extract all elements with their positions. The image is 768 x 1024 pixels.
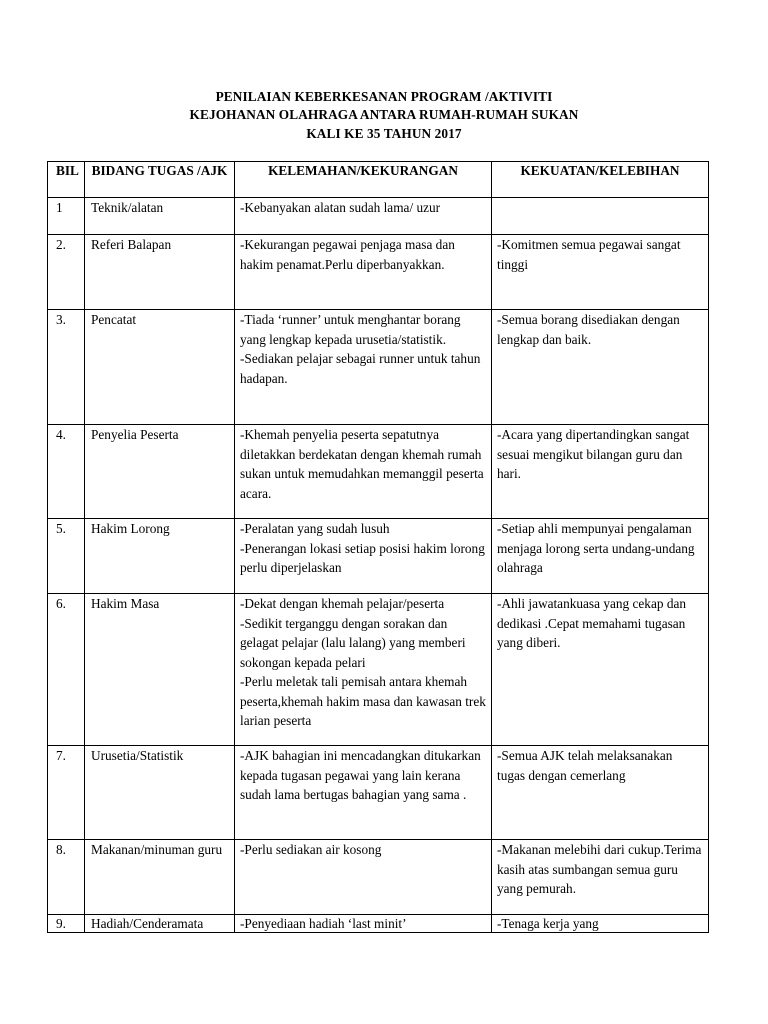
kelemahan-item: -Dekat dengan khemah pelajar/peserta — [240, 596, 445, 611]
row-number: 3. — [48, 310, 85, 425]
header-bidang-tugas: BIDANG TUGAS /AJK — [85, 162, 235, 198]
row-kekuatan — [492, 840, 709, 915]
kelemahan-item: -Khemah penyelia peserta sepatutnya diletakkan berdekatan dengan khemah rumah sukan untuk memudahkan memanggil peserta acara. — [240, 427, 484, 501]
table-row — [48, 519, 709, 594]
row-number: 8. — [48, 840, 85, 915]
row-kekuatan — [492, 425, 709, 519]
table-header-row — [48, 162, 709, 198]
row-kekuatan — [492, 198, 709, 235]
kelemahan-item: -Penerangan lokasi setiap posisi hakim lorong perlu diperjelaskan — [240, 540, 485, 575]
row-kelemahan — [235, 425, 492, 519]
kekuatan-item: -Komitmen semua pegawai sangat tinggi — [497, 237, 681, 272]
table-body — [48, 198, 709, 933]
kelemahan-item: -Perlu meletak tali pemisah antara khemah peserta,khemah hakim masa dan kawasan trek larian peserta — [240, 674, 486, 728]
document-title-line1: PENILAIAN KEBERKESANAN PROGRAM /AKTIVITI — [215, 89, 553, 104]
kelemahan-item: -Sediakan pelajar sebagai runner untuk tahun hadapan. — [240, 351, 481, 386]
kekuatan-item: -Makanan melebihi dari cukup.Terima kasih atas sumbangan semua guru yang pemurah. — [497, 842, 702, 896]
row-kelemahan — [235, 840, 492, 915]
table-row — [48, 840, 709, 915]
table-row — [48, 746, 709, 840]
row-bidang-tugas: Penyelia Peserta — [85, 425, 235, 519]
row-bidang-tugas: Hadiah/Cenderamata — [85, 915, 235, 933]
row-kelemahan — [235, 519, 492, 594]
kelemahan-item: -AJK bahagian ini mencadangkan ditukarkan kepada tugasan pegawai yang lain kerana sudah lama bertugas bahagian yang sama . — [240, 748, 481, 802]
header-bil: BIL — [48, 162, 85, 198]
row-kelemahan — [235, 915, 492, 933]
kelemahan-item: -Kekurangan pegawai penjaga masa dan hakim penamat.Perlu diperbanyakkan. — [240, 237, 455, 272]
row-kelemahan — [235, 746, 492, 840]
row-number: 7. — [48, 746, 85, 840]
kelemahan-item: -Peralatan yang sudah lusuh — [240, 521, 390, 536]
table-row — [48, 594, 709, 746]
row-kelemahan — [235, 594, 492, 746]
row-kekuatan — [492, 915, 709, 933]
row-bidang-tugas: Hakim Lorong — [85, 519, 235, 594]
row-bidang-tugas: Teknik/alatan — [85, 198, 235, 235]
row-kekuatan — [492, 235, 709, 310]
document-title-line3: KALI KE 35 TAHUN 2017 — [306, 126, 462, 141]
row-number: 4. — [48, 425, 85, 519]
table-row — [48, 235, 709, 310]
row-kekuatan — [492, 746, 709, 840]
row-number: 5. — [48, 519, 85, 594]
row-bidang-tugas: Referi Balapan — [85, 235, 235, 310]
kelemahan-item: -Perlu sediakan air kosong — [240, 842, 382, 857]
row-number: 2. — [48, 235, 85, 310]
kekuatan-item: -Semua AJK telah melaksanakan tugas dengan cemerlang — [497, 748, 673, 783]
row-bidang-tugas: Urusetia/Statistik — [85, 746, 235, 840]
table-row — [48, 425, 709, 519]
row-kelemahan — [235, 198, 492, 235]
kelemahan-item: -Kebanyakan alatan sudah lama/ uzur — [240, 200, 441, 215]
row-number: 6. — [48, 594, 85, 746]
evaluation-table — [47, 161, 709, 933]
row-bidang-tugas: Makanan/minuman guru — [85, 840, 235, 915]
table-row — [48, 310, 709, 425]
row-kekuatan — [492, 594, 709, 746]
header-kekuatan: KEKUATAN/KELEBIHAN — [492, 162, 709, 198]
kekuatan-item: -Ahli jawatankuasa yang cekap dan dedikasi .Cepat memahami tugasan yang diberi. — [497, 596, 687, 650]
row-kekuatan — [492, 519, 709, 594]
header-kelemahan: KELEMAHAN/KEKURANGAN — [235, 162, 492, 198]
row-kekuatan — [492, 310, 709, 425]
row-number: 9. — [48, 915, 85, 933]
kelemahan-item: -Penyediaan hadiah ‘last minit’ — [240, 916, 407, 931]
kekuatan-item: -Setiap ahli mempunyai pengalaman menjaga lorong serta undang-undang olahraga — [497, 521, 695, 575]
kekuatan-item: -Tenaga kerja yang — [497, 916, 599, 931]
row-number: 1 — [48, 198, 85, 235]
table-row — [48, 915, 709, 933]
table-row — [48, 198, 709, 235]
row-bidang-tugas: Hakim Masa — [85, 594, 235, 746]
kekuatan-item: -Semua borang disediakan dengan lengkap dan baik. — [497, 312, 680, 347]
row-kelemahan — [235, 235, 492, 310]
kelemahan-item: -Tiada ‘runner’ untuk menghantar borang yang lengkap kepada urusetia/statistik. — [240, 312, 461, 347]
document-title-line2: KEJOHANAN OLAHRAGA ANTARA RUMAH-RUMAH SUKAN — [189, 107, 579, 122]
row-bidang-tugas: Pencatat — [85, 310, 235, 425]
kelemahan-item: -Sedikit terganggu dengan sorakan dan gelagat pelajar (lalu lalang) yang memberi sokongan kepada pelari — [240, 615, 466, 670]
row-kelemahan — [235, 310, 492, 425]
kekuatan-item: -Acara yang dipertandingkan sangat sesuai mengikut bilangan guru dan hari. — [497, 427, 690, 481]
